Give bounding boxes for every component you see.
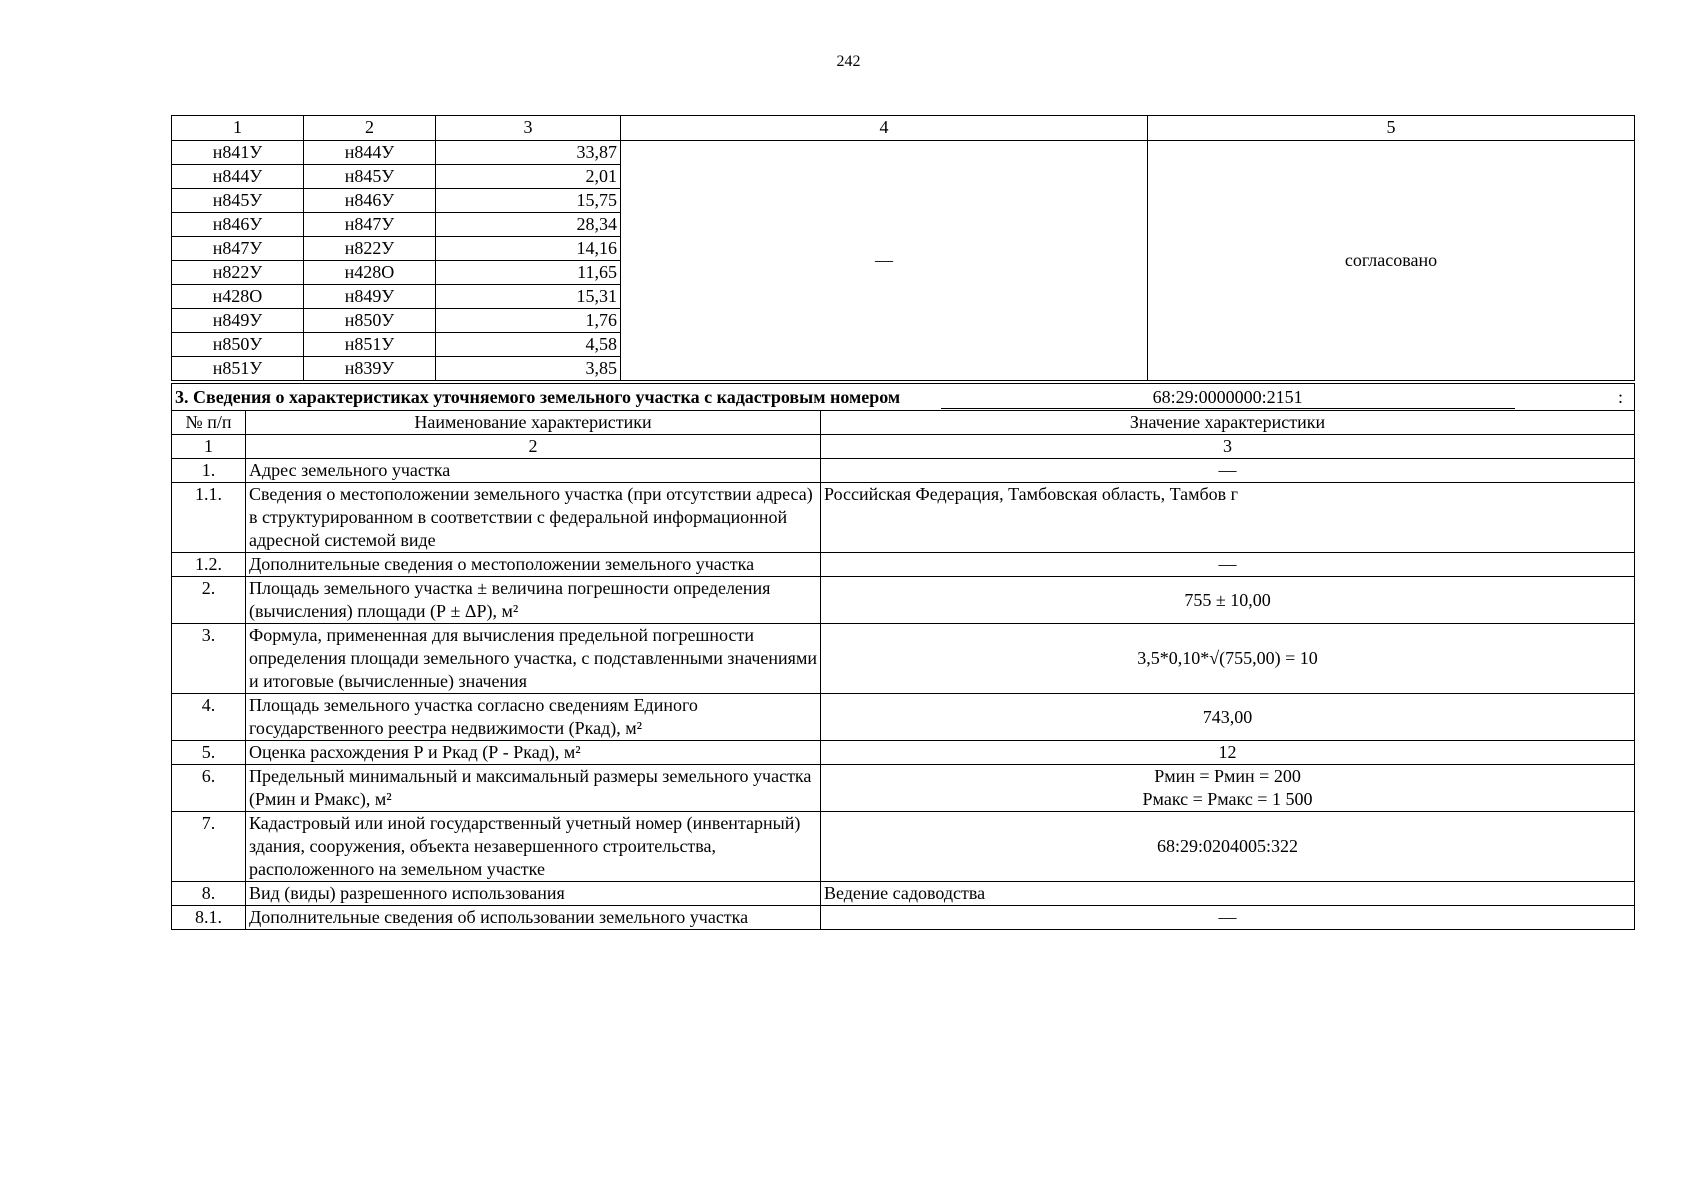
table-header-row [172, 116, 1635, 141]
table-row [172, 765, 1635, 812]
segment-length: 4,58 [436, 333, 621, 357]
segment-length: 28,34 [436, 213, 621, 237]
to-point: н845У [304, 165, 436, 189]
to-point: н849У [304, 285, 436, 309]
row-name: Формула, примененная для вычисления предельной погрешности определения площади земельного участка, с подставленными значениями и итоговые (вычисленные) значения [246, 624, 821, 694]
table-row [172, 141, 1635, 165]
row-value: 743,00 [821, 694, 1635, 741]
row-value-line: Рмакс = Рмакс = 1 500 [1142, 789, 1313, 809]
row-name: Дополнительные сведения о местоположении земельного участка [246, 553, 821, 577]
table-row [172, 624, 1635, 694]
header-value: Значение характеристики [821, 411, 1635, 435]
row-value: 12 [821, 741, 1635, 765]
row-num: 1. [172, 459, 246, 483]
to-point: н844У [304, 141, 436, 165]
from-point: н850У [172, 333, 304, 357]
row-num: 2. [172, 577, 246, 624]
boundary-segments-table [171, 115, 1635, 381]
section-title-row [172, 384, 1635, 411]
table-row [172, 812, 1635, 882]
table-header-row [172, 411, 1635, 435]
row-name: Площадь земельного участка ± величина погрешности определения (вычисления) площади (Р ± ΔР), м² [246, 577, 821, 624]
segment-length: 15,75 [436, 189, 621, 213]
to-point: н428О [304, 261, 436, 285]
table-row [172, 553, 1635, 577]
to-point: н847У [304, 213, 436, 237]
row-value: — [821, 906, 1635, 930]
to-point: н851У [304, 333, 436, 357]
from-point: н844У [172, 165, 304, 189]
table-row [172, 483, 1635, 553]
from-point: н841У [172, 141, 304, 165]
row-num: 5. [172, 741, 246, 765]
to-point: н839У [304, 357, 436, 381]
header-num: № п/п [172, 411, 246, 435]
row-name: Вид (виды) разрешенного использования [246, 882, 821, 906]
from-point: н845У [172, 189, 304, 213]
section3-characteristics-table [171, 383, 1635, 930]
header-name: Наименование характеристики [246, 411, 821, 435]
to-point: н822У [304, 237, 436, 261]
cadastral-number: 68:29:0000000:2151 [941, 386, 1515, 409]
row-num: 6. [172, 765, 246, 812]
col4-value: — [621, 141, 1148, 381]
segment-length: 33,87 [436, 141, 621, 165]
to-point: н850У [304, 309, 436, 333]
from-point: н822У [172, 261, 304, 285]
table-row [172, 882, 1635, 906]
page-number: 242 [836, 53, 861, 70]
row-value: 755 ± 10,00 [821, 577, 1635, 624]
row-num: 1.1. [172, 483, 246, 553]
row-num: 4. [172, 694, 246, 741]
row-name: Сведения о местоположении земельного участка (при отсутствии адреса) в структурированном в соответствии с федеральной информационной адресной системой виде [246, 483, 821, 553]
segment-length: 11,65 [436, 261, 621, 285]
table-subheader-row [172, 435, 1635, 459]
header-cell: 3 [436, 116, 621, 141]
segment-length: 15,31 [436, 285, 621, 309]
row-name: Предельный минимальный и максимальный размеры земельного участка (Рмин и Рмакс), м² [246, 765, 821, 812]
row-value: Ведение садоводства [821, 882, 1635, 906]
header-cell: 1 [172, 116, 304, 141]
from-point: н428О [172, 285, 304, 309]
to-point: н846У [304, 189, 436, 213]
table-row [172, 459, 1635, 483]
row-value: — [821, 553, 1635, 577]
row-num: 7. [172, 812, 246, 882]
row-value-line: Рмин = Рмин = 200 [1154, 766, 1301, 786]
from-point: н851У [172, 357, 304, 381]
row-name: Площадь земельного участка согласно сведениям Единого государственного реестра недвижимости (Ркад), м² [246, 694, 821, 741]
row-value: — [821, 459, 1635, 483]
row-num: 3. [172, 624, 246, 694]
row-num: 1.2. [172, 553, 246, 577]
header-cell: 5 [1148, 116, 1635, 141]
row-value [821, 765, 1635, 812]
section-title: 3. Сведения о характеристиках уточняемого земельного участка с кадастровым номером [175, 386, 901, 407]
row-name: Оценка расхождения Р и Ркад (Р - Ркад), м² [246, 741, 821, 765]
subheader-value: 3 [821, 435, 1635, 459]
segment-length: 2,01 [436, 165, 621, 189]
table-row [172, 694, 1635, 741]
from-point: н849У [172, 309, 304, 333]
header-cell: 2 [304, 116, 436, 141]
subheader-name: 2 [246, 435, 821, 459]
table-row [172, 577, 1635, 624]
segment-length: 14,16 [436, 237, 621, 261]
row-value: Российская Федерация, Тамбовская область, Тамбов г [821, 483, 1635, 553]
row-value: 68:29:0204005:322 [821, 812, 1635, 882]
segment-length: 1,76 [436, 309, 621, 333]
row-value: 3,5*0,10*√(755,00) = 10 [821, 624, 1635, 694]
table-row [172, 906, 1635, 930]
row-name: Адрес земельного участка [246, 459, 821, 483]
colon: : [1618, 386, 1624, 407]
row-num: 8. [172, 882, 246, 906]
row-num: 8.1. [172, 906, 246, 930]
from-point: н847У [172, 237, 304, 261]
header-cell: 4 [621, 116, 1148, 141]
row-name: Кадастровый или иной государственный учетный номер (инвентарный) здания, сооружения, объекта незавершенного строительства, расположенного на земельном участке [246, 812, 821, 882]
subheader-num: 1 [172, 435, 246, 459]
table-row [172, 741, 1635, 765]
row-name: Дополнительные сведения об использовании земельного участка [246, 906, 821, 930]
from-point: н846У [172, 213, 304, 237]
segment-length: 3,85 [436, 357, 621, 381]
col5-value: согласовано [1148, 141, 1635, 381]
